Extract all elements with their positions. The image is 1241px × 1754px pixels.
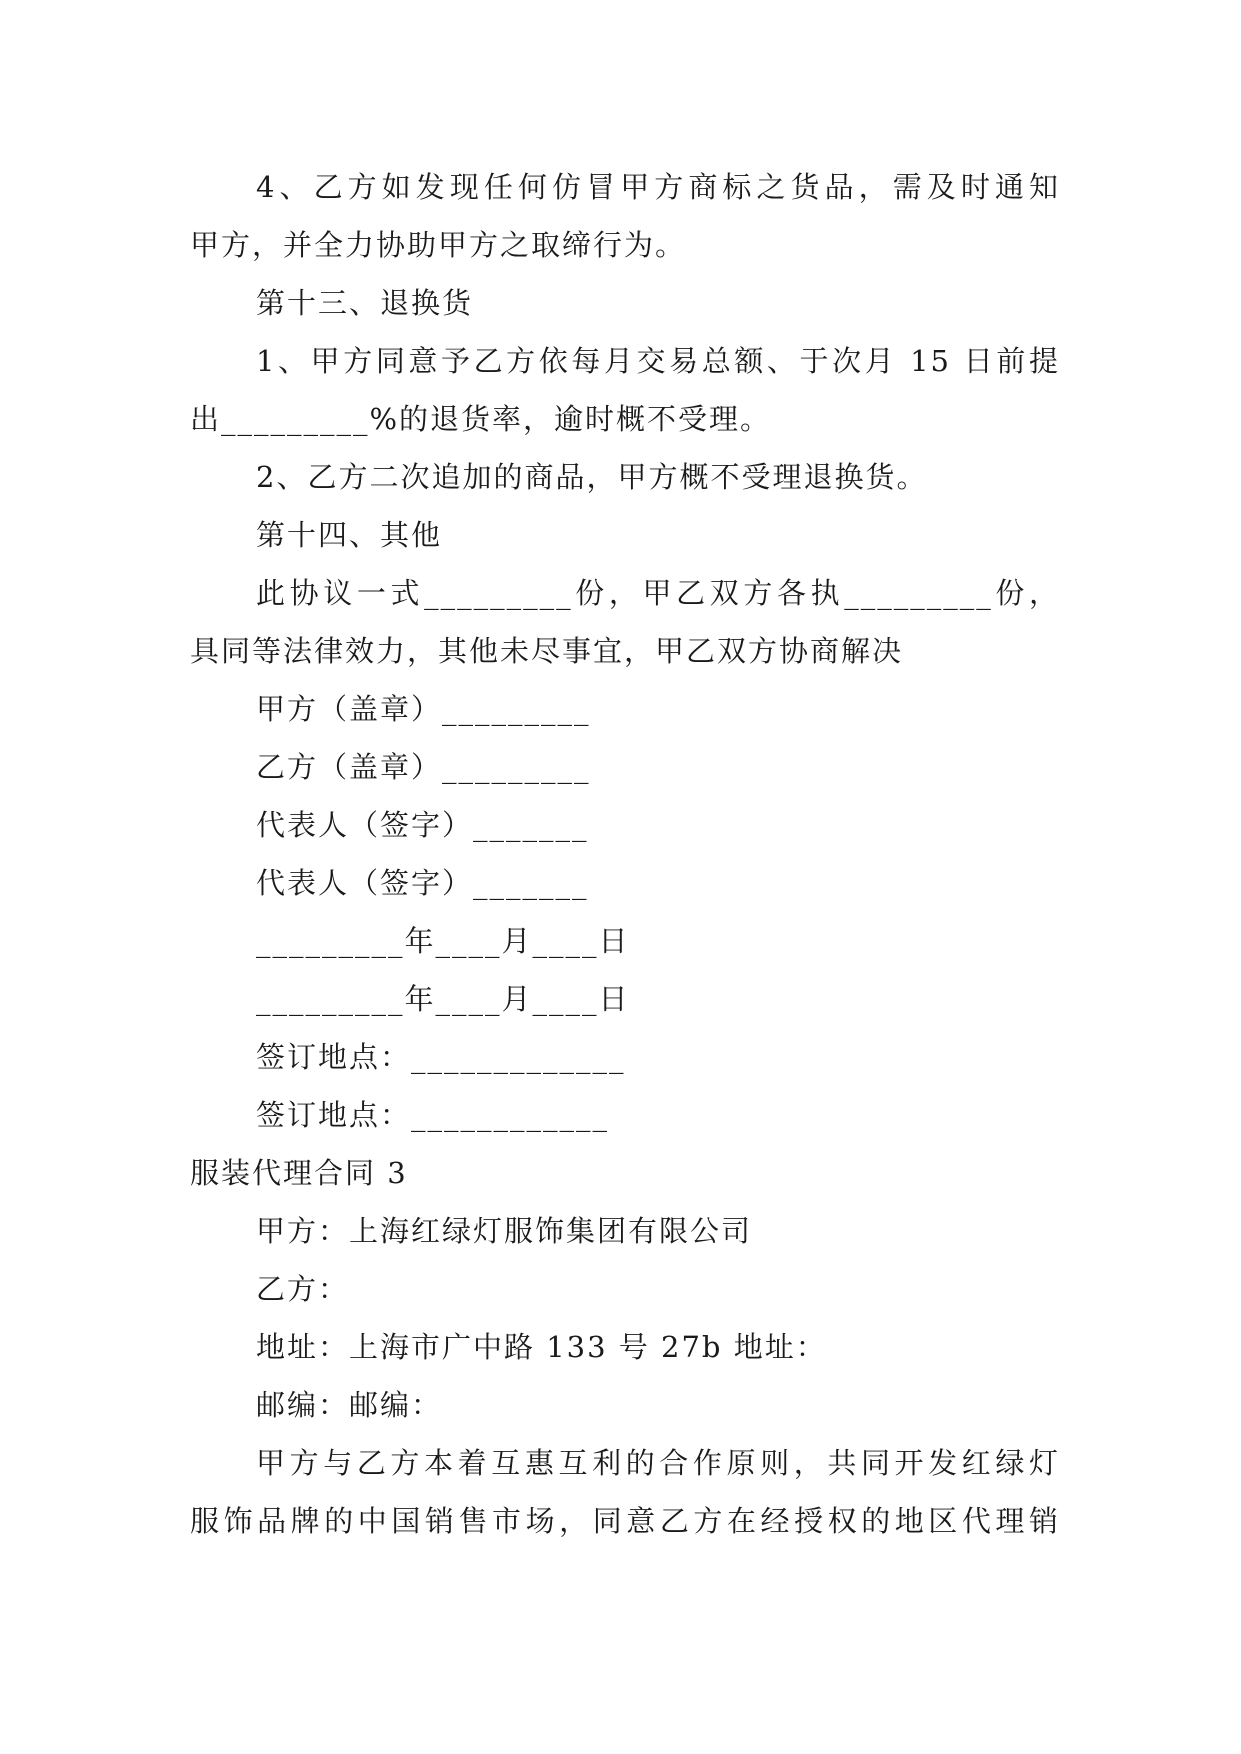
signature-line: 代表人（签字）_______	[256, 866, 589, 900]
document-body	[190, 158, 1060, 1550]
location-line: 签订地点：_____________	[256, 1040, 626, 1074]
section-heading: 第十三、退换货	[256, 286, 474, 320]
clause-line: 具同等法律效力，其他未尽事宜，甲乙双方协商解决	[190, 634, 904, 668]
section-heading: 第十四、其他	[256, 518, 443, 552]
clause-line: 1、甲方同意予乙方依每月交易总额、于次月 15 日前提	[256, 344, 1060, 378]
signature-line: 甲方（盖章）_________	[256, 692, 591, 726]
clause-line: 4、乙方如发现任何仿冒甲方商标之货品，需及时通知	[256, 170, 1060, 204]
clause-line: 此协议一式_________份，甲乙双方各执_________份，	[256, 576, 1060, 610]
clause-line: 服饰品牌的中国销售市场，同意乙方在经授权的地区代理销	[190, 1504, 1060, 1538]
postcode-line: 邮编：邮编：	[256, 1388, 443, 1422]
contract-title: 服装代理合同 3	[190, 1156, 408, 1190]
signature-line: 代表人（签字）_______	[256, 808, 589, 842]
date-line: _________年____月____日	[256, 982, 630, 1016]
clause-line: 2、乙方二次追加的商品，甲方概不受理退换货。	[256, 460, 928, 494]
date-line: _________年____月____日	[256, 924, 630, 958]
party-line: 乙方：	[256, 1272, 350, 1306]
party-line: 甲方：上海红绿灯服饰集团有限公司	[256, 1214, 753, 1248]
clause-line: 甲方与乙方本着互惠互利的合作原则，共同开发红绿灯	[256, 1446, 1060, 1480]
signature-line: 乙方（盖章）_________	[256, 750, 591, 784]
clause-line: 出_________%的退货率，逾时概不受理。	[190, 402, 772, 436]
location-line: 签订地点：____________	[256, 1098, 610, 1132]
clause-line: 甲方，并全力协助甲方之取缔行为。	[190, 228, 687, 262]
address-line: 地址：上海市广中路 133 号 27b 地址：	[256, 1330, 827, 1364]
